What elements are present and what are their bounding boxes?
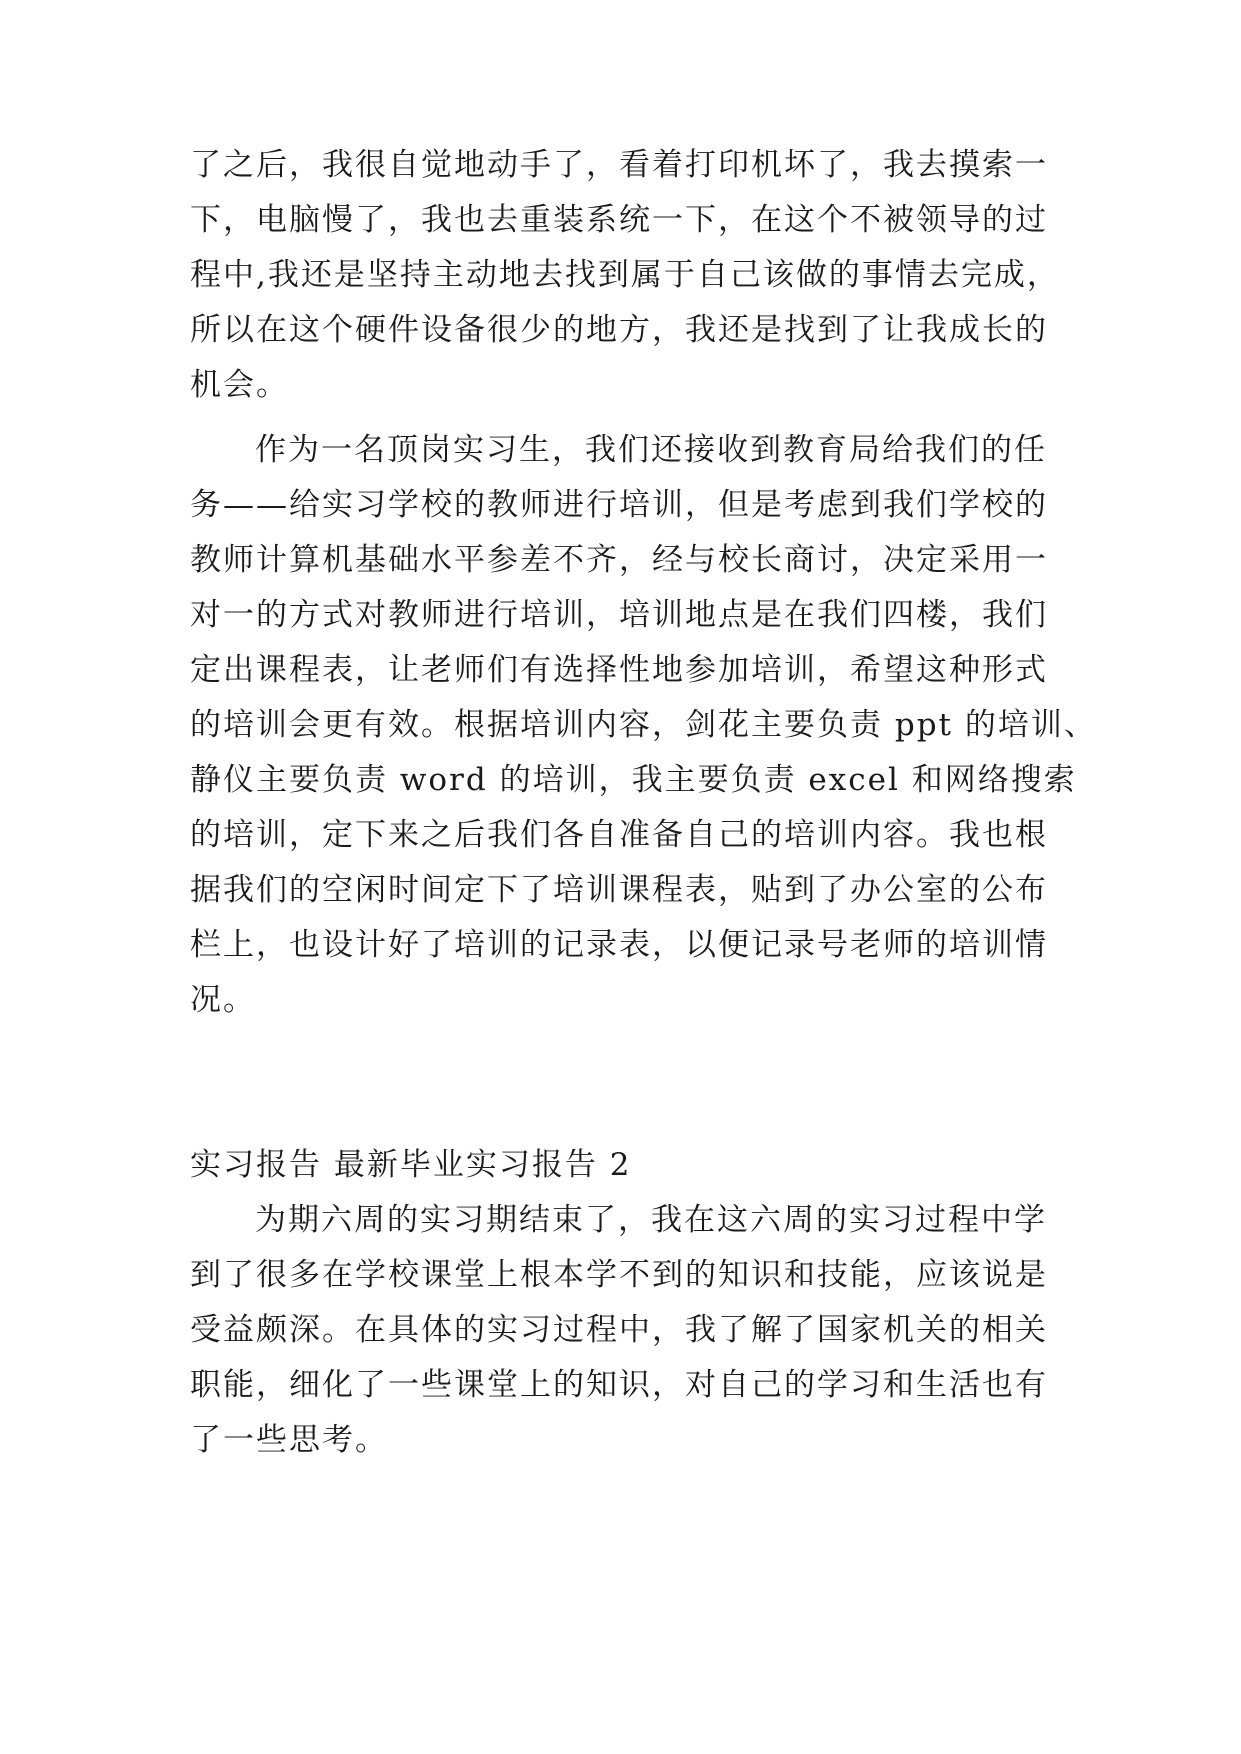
paragraph-line: 职能，细化了一些课堂上的知识，对自己的学习和生活也有 [190,1367,1048,1403]
paragraph-line: 教师计算机基础水平参差不齐，经与校长商讨，决定采用一 [190,542,1048,578]
paragraph-line: 务——给实习学校的教师进行培训，但是考虑到我们学校的 [190,487,1048,523]
paragraph-line: 定出课程表，让老师们有选择性地参加培训，希望这种形式 [190,652,1048,688]
paragraph-line: 的培训，定下来之后我们各自准备自己的培训内容。我也根 [190,817,1048,853]
section-heading: 实习报告 最新毕业实习报告 2 [190,1147,632,1183]
paragraph-line: 下，电脑慢了，我也去重装系统一下，在这个不被领导的过 [190,202,1048,238]
paragraph-line: 对一的方式对教师进行培训，培训地点是在我们四楼，我们 [190,597,1048,633]
paragraph-line: 作为一名顶岗实习生，我们还接收到教育局给我们的任 [255,432,1047,468]
paragraph-line: 所以在这个硬件设备很少的地方，我还是找到了让我成长的 [190,312,1048,348]
paragraph-line: 况。 [190,982,256,1018]
paragraph-line: 为期六周的实习期结束了，我在这六周的实习过程中学 [255,1202,1047,1238]
paragraph-line: 到了很多在学校课堂上根本学不到的知识和技能，应该说是 [190,1257,1048,1293]
paragraph-line: 程中,我还是坚持主动地去找到属于自己该做的事情去完成， [190,257,1060,293]
paragraph-line: 机会。 [190,367,289,403]
paragraph-line: 的培训会更有效。根据培训内容，剑花主要负责 ppt 的培训、 [190,707,1097,743]
paragraph-line: 受益颇深。在具体的实习过程中，我了解了国家机关的相关 [190,1312,1048,1348]
paragraph-line: 了之后，我很自觉地动手了，看着打印机坏了，我去摸索一 [190,147,1048,183]
paragraph-line: 据我们的空闲时间定下了培训课程表，贴到了办公室的公布 [190,872,1048,908]
paragraph-line: 了一些思考。 [190,1422,388,1458]
paragraph-line: 静仪主要负责 word 的培训，我主要负责 excel 和网络搜索 [190,762,1077,798]
paragraph-line: 栏上，也设计好了培训的记录表，以便记录号老师的培训情 [190,927,1048,963]
